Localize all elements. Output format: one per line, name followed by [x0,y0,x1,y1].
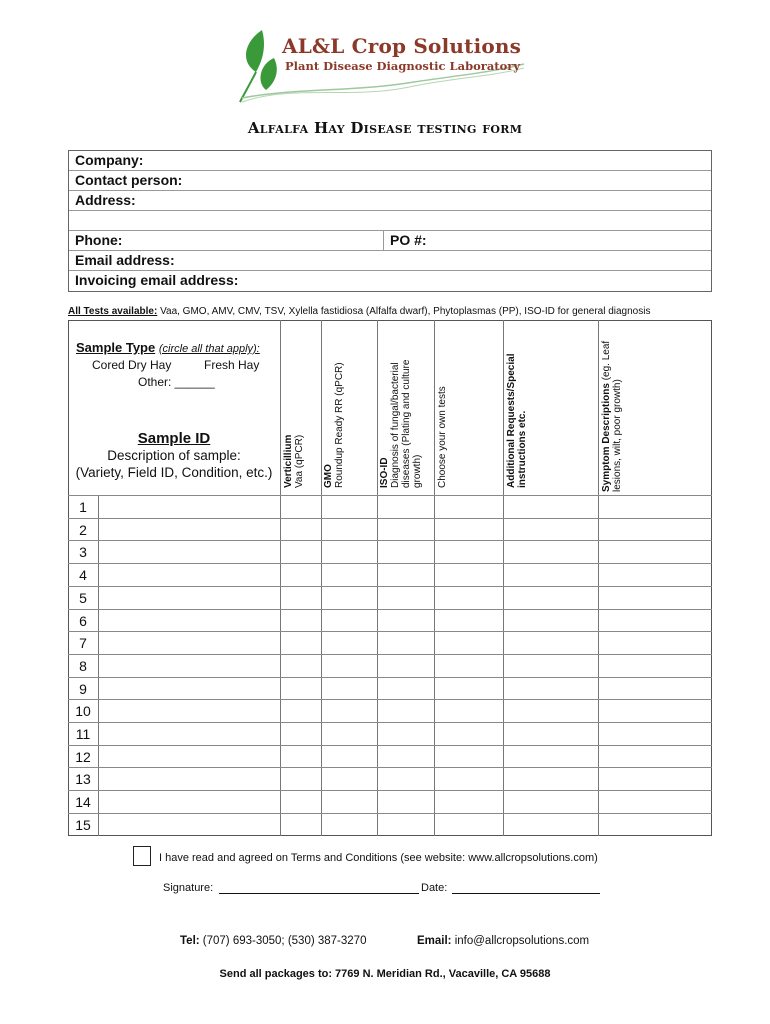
table-row[interactable] [68,495,712,519]
brand-name: AL&L Crop Solutions [282,34,522,58]
invoicing-email-field[interactable]: Invoicing email address: [75,272,239,288]
row-number: 14 [75,794,91,811]
row-number: 3 [79,544,87,561]
date-field[interactable] [452,893,600,894]
row-number: 4 [79,567,87,584]
table-row[interactable] [68,722,712,746]
option-cored-dry-hay[interactable]: Cored Dry Hay [92,358,172,372]
table-row[interactable] [68,563,712,587]
col-header-verticillium: Verticillium Vaa (qPCR) [283,434,305,488]
row-number: 15 [75,816,91,833]
email-field[interactable]: Email address: [69,251,711,271]
table-row[interactable] [68,654,712,678]
row-number: 11 [75,726,91,742]
table-row[interactable] [68,677,712,701]
po-field[interactable]: PO #: [383,231,427,250]
shipping-address: Send all packages to: 7769 N. Meridian Rd., Vacaville, CA 95688 [219,968,551,980]
contact-box [68,150,712,292]
table-row[interactable] [68,767,712,791]
sample-id-description: Description of sample: (Variety, Field ID, Condition, etc.) [75,448,273,480]
agree-checkbox[interactable] [133,846,151,866]
row-number: 13 [75,771,91,788]
table-row[interactable] [68,699,712,723]
col-header-symptom-descriptions: Symptom Descriptions (eg. Leaf lesions, wilt, poor growth) [601,340,623,492]
table-row[interactable] [68,540,712,564]
address-field[interactable]: Address: [69,191,711,211]
table-row[interactable] [68,790,712,814]
brand-subtitle: Plant Disease Diagnostic Laboratory [285,59,521,73]
table-row[interactable] [68,586,712,610]
col-header-additional-requests: Additional Requests/Special instructions etc. [506,353,528,488]
signature-label: Signature: [163,882,214,894]
table-row[interactable] [68,609,712,633]
address-line2-field[interactable] [69,211,711,231]
row-number: 6 [79,612,87,629]
row-number: 2 [79,521,87,538]
option-fresh-hay[interactable]: Fresh Hay [204,358,260,372]
form-title: Alfalfa Hay Disease testing form [247,119,523,137]
col-header-iso-id: ISO-ID Diagnosis of fungal/bacterial diseases (Plating and culture growth) [379,359,423,488]
table-row[interactable] [68,745,712,769]
sample-id-heading: Sample ID [137,430,211,447]
signature-field[interactable] [219,893,419,894]
table-row[interactable] [68,518,712,542]
tests-available: All Tests available: Vaa, GMO, AMV, CMV, TSV, Xylella fastidiosa (Alfalfa dwarf), Phytoplasmas (PP), ISO-ID for general diagnosis [68,306,651,317]
row-number: 7 [79,635,87,652]
row-number: 1 [79,499,87,515]
col-header-choose-tests: Choose your own tests [437,386,448,488]
sample-type-heading: Sample Type (circle all that apply): [76,340,260,355]
date-label: Date: [421,882,448,894]
contact-email: Email: info@allcropsolutions.com [417,935,590,947]
table-row[interactable] [68,631,712,655]
phone-field[interactable]: Phone: PO #: [69,231,711,251]
row-number: 9 [79,680,87,697]
table-row[interactable] [68,813,712,837]
option-other[interactable]: Other: ______ [138,375,215,389]
agree-text: I have read and agreed on Terms and Conditions (see website: www.allcropsolutions.com) [159,852,598,864]
col-header-gmo: GMO Roundup Ready RR (qPCR) [323,362,345,488]
row-number: 5 [79,589,87,606]
telephone: Tel: (707) 693-3050; (530) 387-3270 [180,935,367,947]
row-number: 10 [75,703,91,720]
contact-person-field[interactable]: Contact person: [69,171,711,191]
row-number: 12 [75,748,91,765]
company-field[interactable]: Company: [69,151,711,171]
row-number: 8 [79,657,87,674]
